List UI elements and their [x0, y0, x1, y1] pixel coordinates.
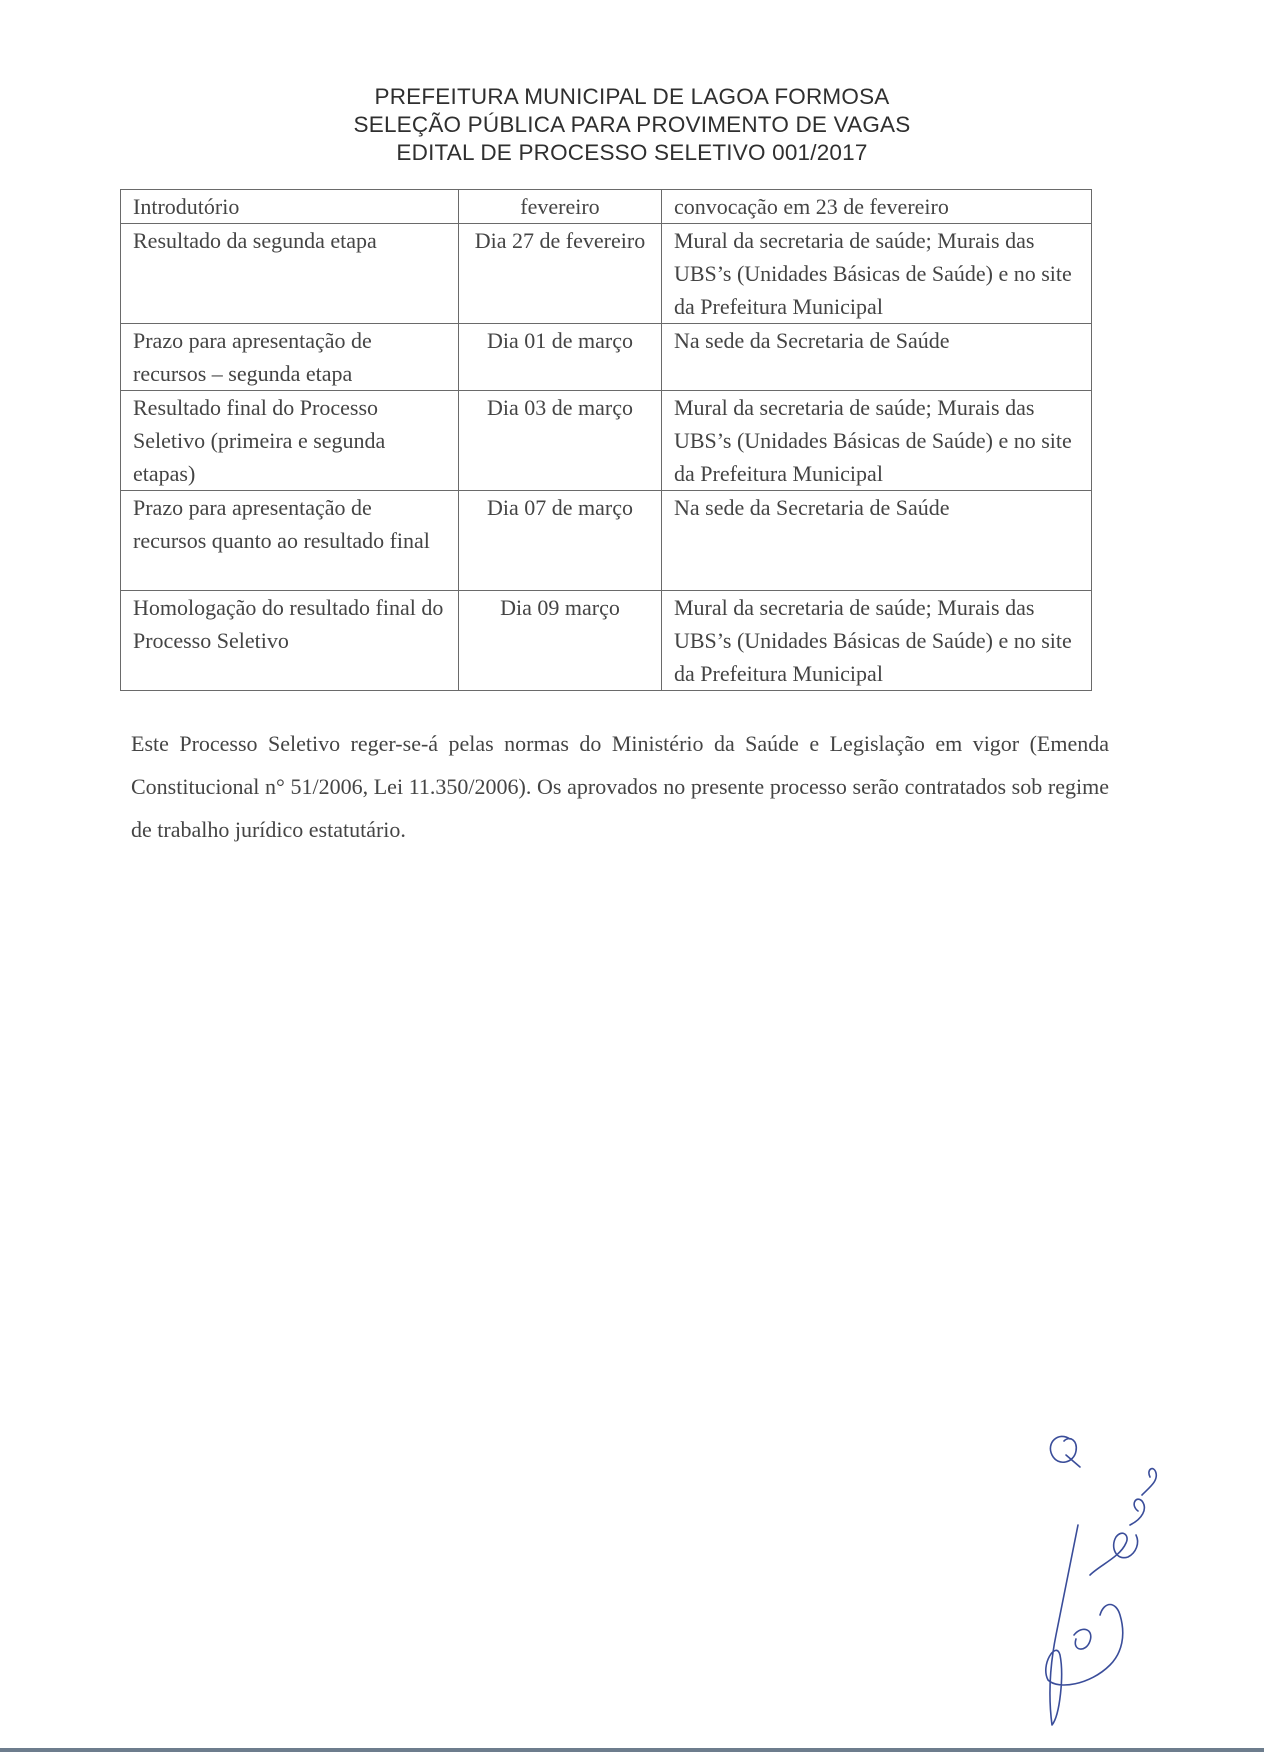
cell-location: Mural da secretaria de saúde; Murais das UBS’s (Unidades Básicas de Saúde) e no site da Prefeitura Municipal [662, 391, 1092, 491]
cell-date: Dia 03 de março [459, 391, 662, 491]
cell-date: Dia 07 de março [459, 491, 662, 591]
table-row [121, 591, 1092, 691]
cell-stage: Prazo para apresentação de recursos – segunda etapa [121, 324, 459, 391]
table-row [121, 391, 1092, 491]
handwritten-signature [1030, 1425, 1180, 1745]
cell-location: Mural da secretaria de saúde; Murais das UBS’s (Unidades Básicas de Saúde) e no site da Prefeitura Municipal [662, 224, 1092, 324]
header-municipality: PREFEITURA MUNICIPAL DE LAGOA FORMOSA [374, 84, 890, 109]
cell-stage: Resultado da segunda etapa [121, 224, 459, 324]
cell-date: Dia 27 de fevereiro [459, 224, 662, 324]
schedule-table [120, 189, 1092, 691]
cell-stage: Introdutório [121, 190, 459, 224]
cell-stage: Prazo para apresentação de recursos quanto ao resultado final [121, 491, 459, 591]
cell-location: Mural da secretaria de saúde; Murais das UBS’s (Unidades Básicas de Saúde) e no site da Prefeitura Municipal [662, 591, 1092, 691]
cell-location: Na sede da Secretaria de Saúde [662, 324, 1092, 391]
regulation-paragraph: Este Processo Seletivo reger-se-á pelas normas do Ministério da Saúde e Legislação em vigor (Emenda Constitucional n° 51/2006, Lei 11.350/2006). Os aprovados no presente processo serão contratados sob regime de trabalho jurídico estatutário. [131, 731, 1109, 842]
cell-date: Dia 09 março [459, 591, 662, 691]
cell-location: convocação em 23 de fevereiro [662, 190, 1092, 224]
table-row [121, 224, 1092, 324]
cell-stage: Homologação do resultado final do Processo Seletivo [121, 591, 459, 691]
scan-bottom-edge [0, 1748, 1264, 1752]
table-row [121, 491, 1092, 591]
cell-stage: Resultado final do Processo Seletivo (primeira e segunda etapas) [121, 391, 459, 491]
document-header [0, 83, 1264, 167]
cell-date: Dia 01 de março [459, 324, 662, 391]
cell-location: Na sede da Secretaria de Saúde [662, 491, 1092, 591]
header-edital-title: EDITAL DE PROCESSO SELETIVO 001/2017 [396, 140, 868, 165]
header-selection-title: SELEÇÃO PÚBLICA PARA PROVIMENTO DE VAGAS [353, 112, 911, 137]
cell-date: fevereiro [459, 190, 662, 224]
table-row [121, 190, 1092, 224]
table-row [121, 324, 1092, 391]
